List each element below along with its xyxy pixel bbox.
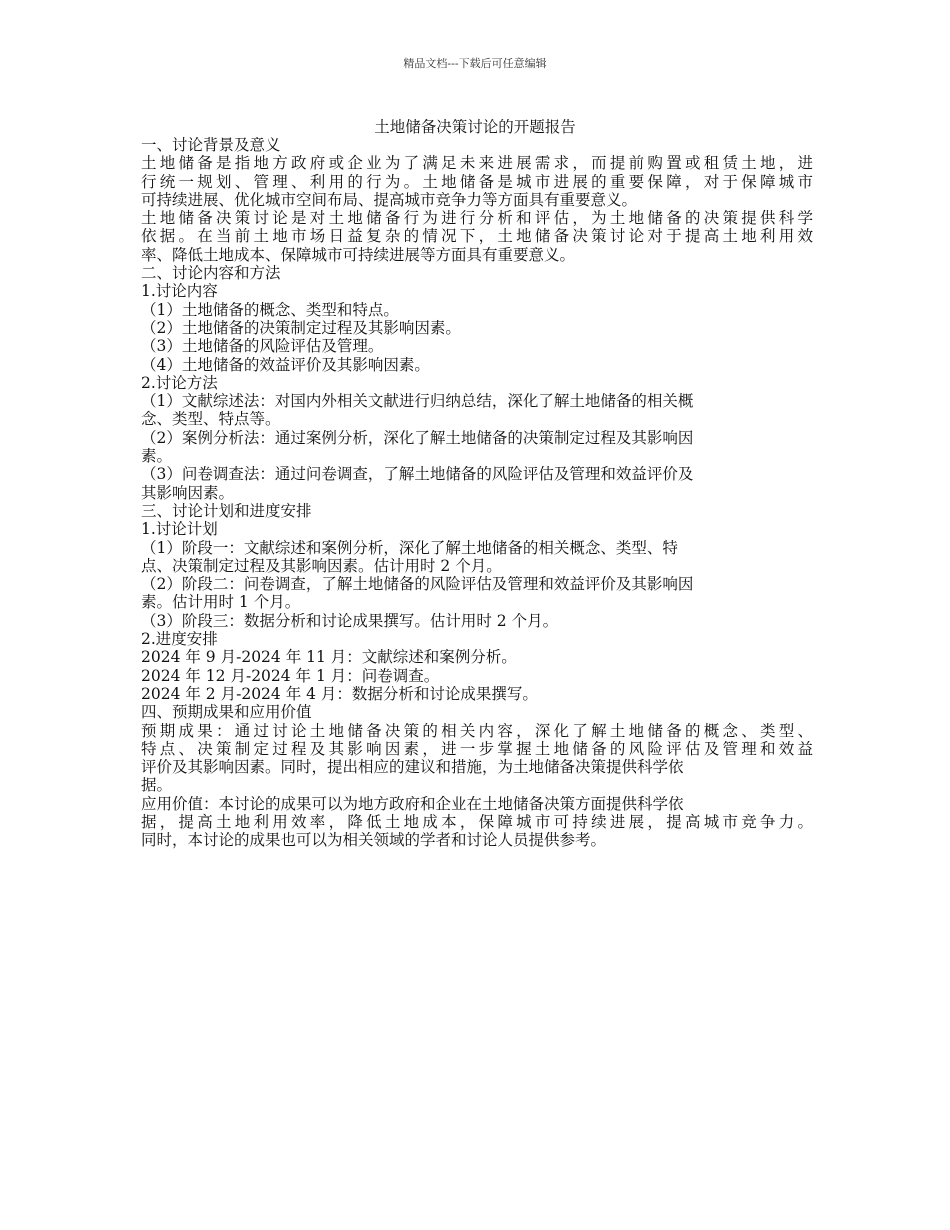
text-line: 一、讨论背景及意义 bbox=[141, 136, 281, 154]
document-title: 土地储备决策讨论的开题报告 bbox=[374, 118, 576, 136]
text-line: 应用价值：本讨论的成果可以为地方政府和企业在土地储备决策方面提供科学依 bbox=[141, 794, 684, 813]
text-line: （1）文献综述法：对国内外相关文献进行归纳总结，深化了解土地储备的相关概 bbox=[141, 392, 694, 411]
text-line: 2024 年 9 月-2024 年 11 月：文献综述和案例分析。 bbox=[141, 648, 517, 667]
text-line: 率、降低土地成本、保障城市可持续进展等方面具有重要意义。 bbox=[141, 245, 576, 264]
text-line: 土地储备决策讨论是对土地储备行为进行分析和评估，为土地储备的决策提供科学 bbox=[141, 209, 813, 228]
text-line: 评价及其影响因素。同时，提出相应的建议和措施，为土地储备决策提供科学依 bbox=[141, 758, 684, 777]
text-line: 2024 年 2 月-2024 年 4 月：数据分析和讨论成果撰写。 bbox=[141, 684, 538, 703]
text-line: 预期成果：通过讨论土地储备决策的相关内容，深化了解土地储备的概念、类型、 bbox=[141, 721, 813, 740]
text-line: 四、预期成果和应用价值 bbox=[141, 703, 312, 722]
text-line: 特点、决策制定过程及其影响因素，进一步掌握土地储备的风险评估及管理和效益 bbox=[141, 739, 813, 758]
text-line: （2）土地储备的决策制定过程及其影响因素。 bbox=[141, 318, 461, 337]
text-line: （1）土地储备的概念、类型和特点。 bbox=[141, 300, 399, 319]
text-line: 其影响因素。 bbox=[141, 483, 235, 502]
text-line: （2）案例分析法：通过案例分析，深化了解土地储备的决策制定过程及其影响因 bbox=[141, 428, 694, 447]
text-line: 三、讨论计划和进度安排 bbox=[141, 501, 312, 520]
text-line: 同时，本讨论的成果也可以为相关领域的学者和讨论人员提供参考。 bbox=[141, 831, 607, 850]
text-line: 素。 bbox=[141, 447, 173, 466]
text-line: 2.进度安排 bbox=[141, 630, 218, 649]
text-line: 据，提高土地利用效率，降低土地成本，保障城市可持续进展，提高城市竞争力。 bbox=[141, 812, 813, 831]
text-line: 依据。在当前土地市场日益复杂的情况下，土地储备决策讨论对于提高土地利用效 bbox=[141, 227, 813, 246]
text-line: 行统一规划、管理、利用的行为。土地储备是城市进展的重要保障，对于保障城市 bbox=[141, 172, 813, 191]
text-line: （2）阶段二：问卷调查，了解土地储备的风险评估及管理和效益评价及其影响因 bbox=[141, 575, 694, 594]
text-line: 据。 bbox=[141, 776, 173, 795]
text-line: 二、讨论内容和方法 bbox=[141, 264, 281, 283]
text-line: 可持续进展、优化城市空间布局、提高城市竞争力等方面具有重要意义。 bbox=[141, 190, 638, 209]
text-line: （3）土地储备的风险评估及管理。 bbox=[141, 337, 384, 356]
text-line: 2.讨论方法 bbox=[141, 373, 218, 392]
header-note: 精品文档---下载后可任意编辑 bbox=[403, 57, 547, 70]
text-line: 素。估计用时 1 个月。 bbox=[141, 593, 301, 612]
text-line: 1.讨论计划 bbox=[141, 520, 218, 539]
text-line: 土地储备是指地方政府或企业为了满足未来进展需求，而提前购置或租赁土地，进 bbox=[141, 154, 813, 173]
text-line: 念、类型、特点等。 bbox=[141, 410, 281, 429]
text-line: （1）阶段一：文献综述和案例分析，深化了解土地储备的相关概念、类型、特 bbox=[141, 538, 678, 557]
document-body bbox=[141, 136, 813, 850]
text-line: 点、决策制定过程及其影响因素。估计用时 2 个月。 bbox=[141, 556, 502, 575]
text-line: （4）土地储备的效益评价及其影响因素。 bbox=[141, 355, 430, 374]
text-line: 1.讨论内容 bbox=[141, 282, 218, 301]
text-line: （3）阶段三：数据分析和讨论成果撰写。估计用时 2 个月。 bbox=[141, 611, 559, 630]
text-line: 2024 年 12 月-2024 年 1 月：问卷调查。 bbox=[141, 666, 440, 685]
text-line: （3）问卷调查法：通过问卷调查，了解土地储备的风险评估及管理和效益评价及 bbox=[141, 465, 694, 484]
